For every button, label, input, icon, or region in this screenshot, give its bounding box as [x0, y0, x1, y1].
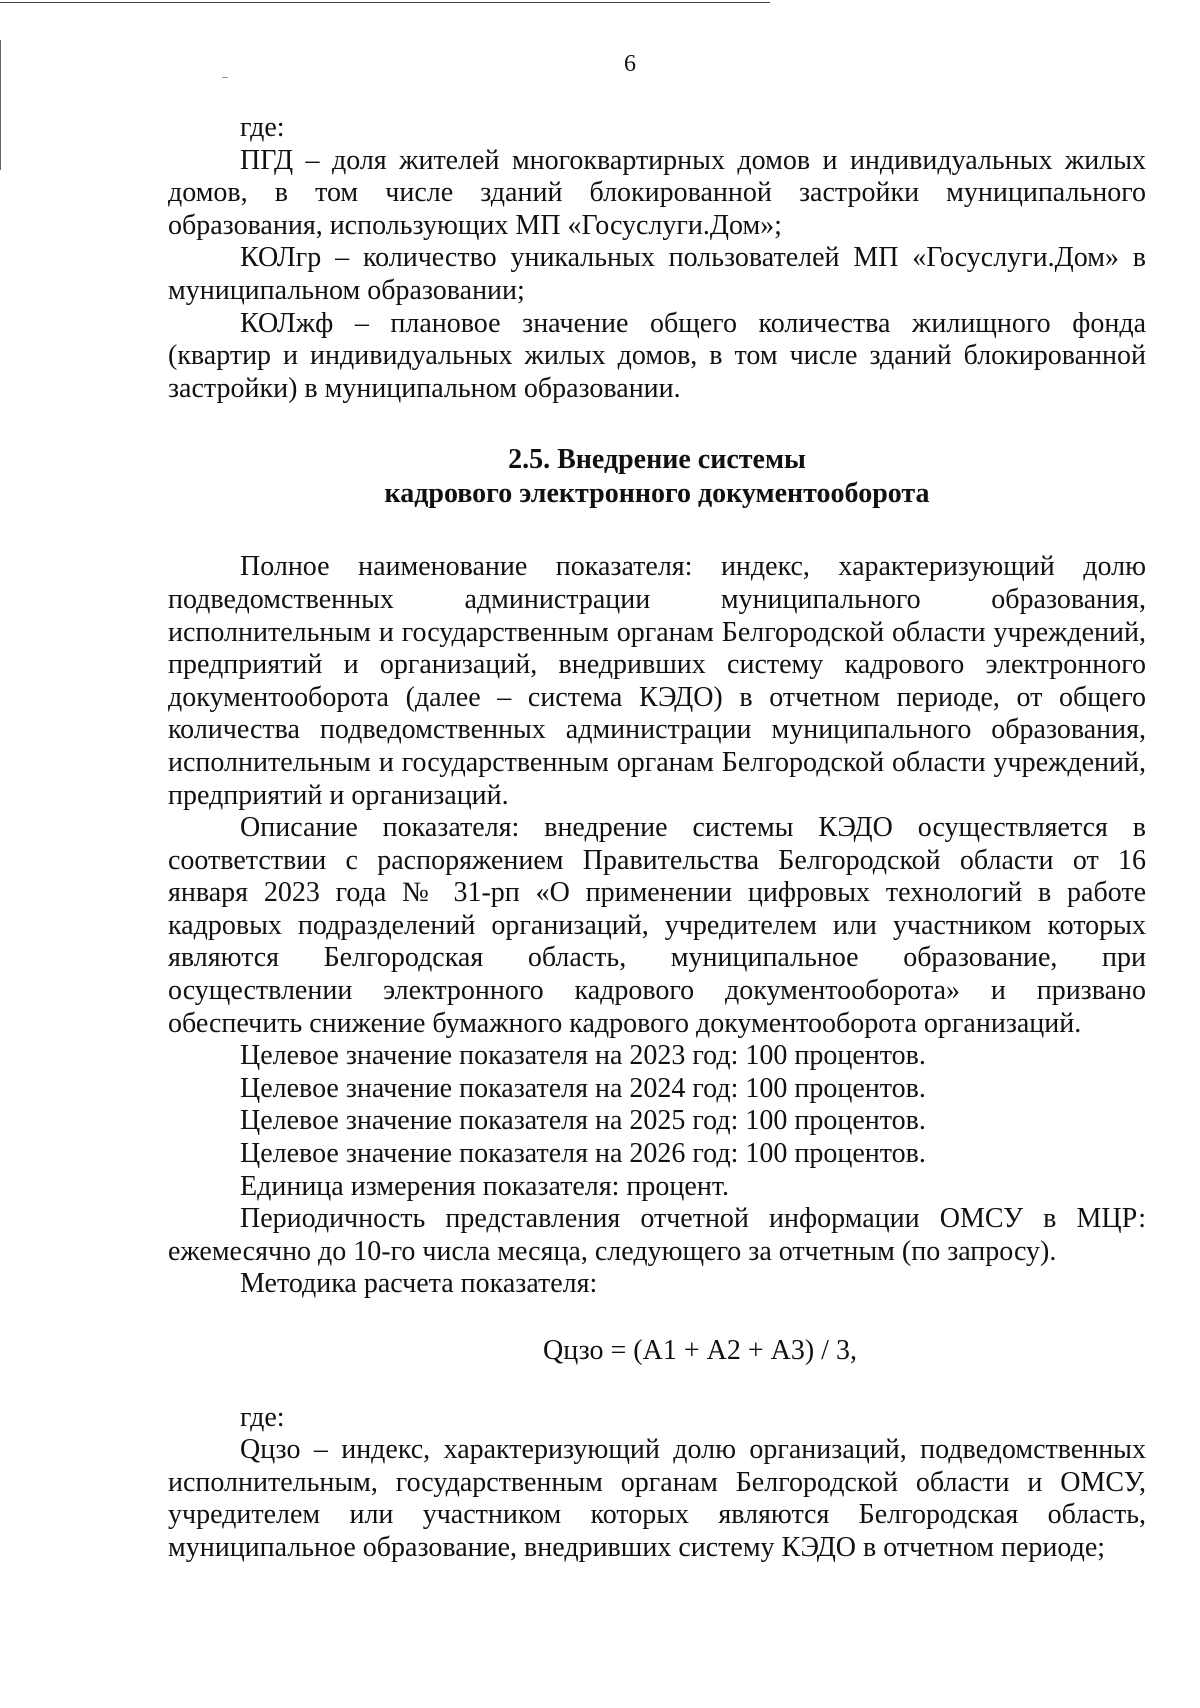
- target-2026: Целевое значение показателя на 2026 год: 100 процентов.: [240, 1138, 926, 1170]
- indicator-full-name: Полное наименование показателя: индекс, характеризующий долю подведомственных администрации муниципального образования, исполнительным и государственным органам Белгородской области учреждений, предприятий и организаций, внедривших систему кадрового электронного документооборота (далее – система КЭДО) в отчетном периоде, от общего количества подведомственных администрации муниципального образования, исполнительным и государственным органам Белгородской области учреждений, предприятий и организаций.: [168, 551, 1146, 811]
- definition-pgd: ПГД – доля жителей многоквартирных домов и индивидуальных жилых домов, в том числе зданий блокированной застройки муниципального образования, использующих МП «Госуслуги.Дом»;: [168, 144, 1146, 241]
- definition-kolzhf: КОЛжф – плановое значение общего количества жилищного фонда (квартир и индивидуальных жилых домов, в том числе зданий блокированной застройки) в муниципальном образовании.: [168, 307, 1146, 404]
- target-2023: Целевое значение показателя на 2023 год: 100 процентов.: [240, 1040, 926, 1072]
- section-heading-line1: 2.5. Внедрение системы: [508, 444, 806, 476]
- where-label-2: где:: [240, 1401, 285, 1433]
- where-label: где:: [240, 112, 285, 143]
- scan-top-rule: [0, 2, 770, 3]
- formula: Qцзо = (А1 + А2 + А3) / 3,: [543, 1335, 857, 1366]
- definition-kolgr: КОЛгр – количество уникальных пользователей МП «Госуслуги.Дом» в муниципальном образовании;: [168, 242, 1146, 306]
- calculation-method: Методика расчета показателя:: [240, 1268, 598, 1300]
- indicator-description: Описание показателя: внедрение системы КЭДО осуществляется в соответствии с распоряжением Правительства Белгородской области от 16 января 2023 года № 31-рп «О применении цифровых технологий в работе кадровых подразделений организаций, учредителем или участником которых являются Белгородская область, муниципальное образование, при осуществлении электронного кадрового документооборота» и призвано обеспечить снижение бумажного кадрового документооборота организаций.: [168, 812, 1146, 1039]
- unit-of-measure: Единица измерения показателя: процент.: [240, 1170, 729, 1202]
- section-heading-line2: кадрового электронного документооборота: [384, 478, 930, 510]
- target-2024: Целевое значение показателя на 2024 год: 100 процентов.: [240, 1072, 926, 1104]
- document-body: [168, 112, 1146, 1565]
- section-heading: [168, 443, 1146, 511]
- page-number: 6: [624, 51, 636, 77]
- definition-qczo: Qцзо – индекс, характеризующий долю организаций, подведомственных исполнительным, государственным органам Белгородской области и ОМСУ, учредителем или участником которых являются Белгородская область, муниципальное образование, внедривших систему КЭДО в отчетном периоде;: [168, 1434, 1146, 1563]
- target-2025: Целевое значение показателя на 2025 год: 100 процентов.: [240, 1105, 926, 1137]
- reporting-periodicity: Периодичность представления отчетной информации ОМСУ в МЦР: ежемесячно до 10-го числа месяца, следующего за отчетным (по запросу).: [168, 1203, 1146, 1267]
